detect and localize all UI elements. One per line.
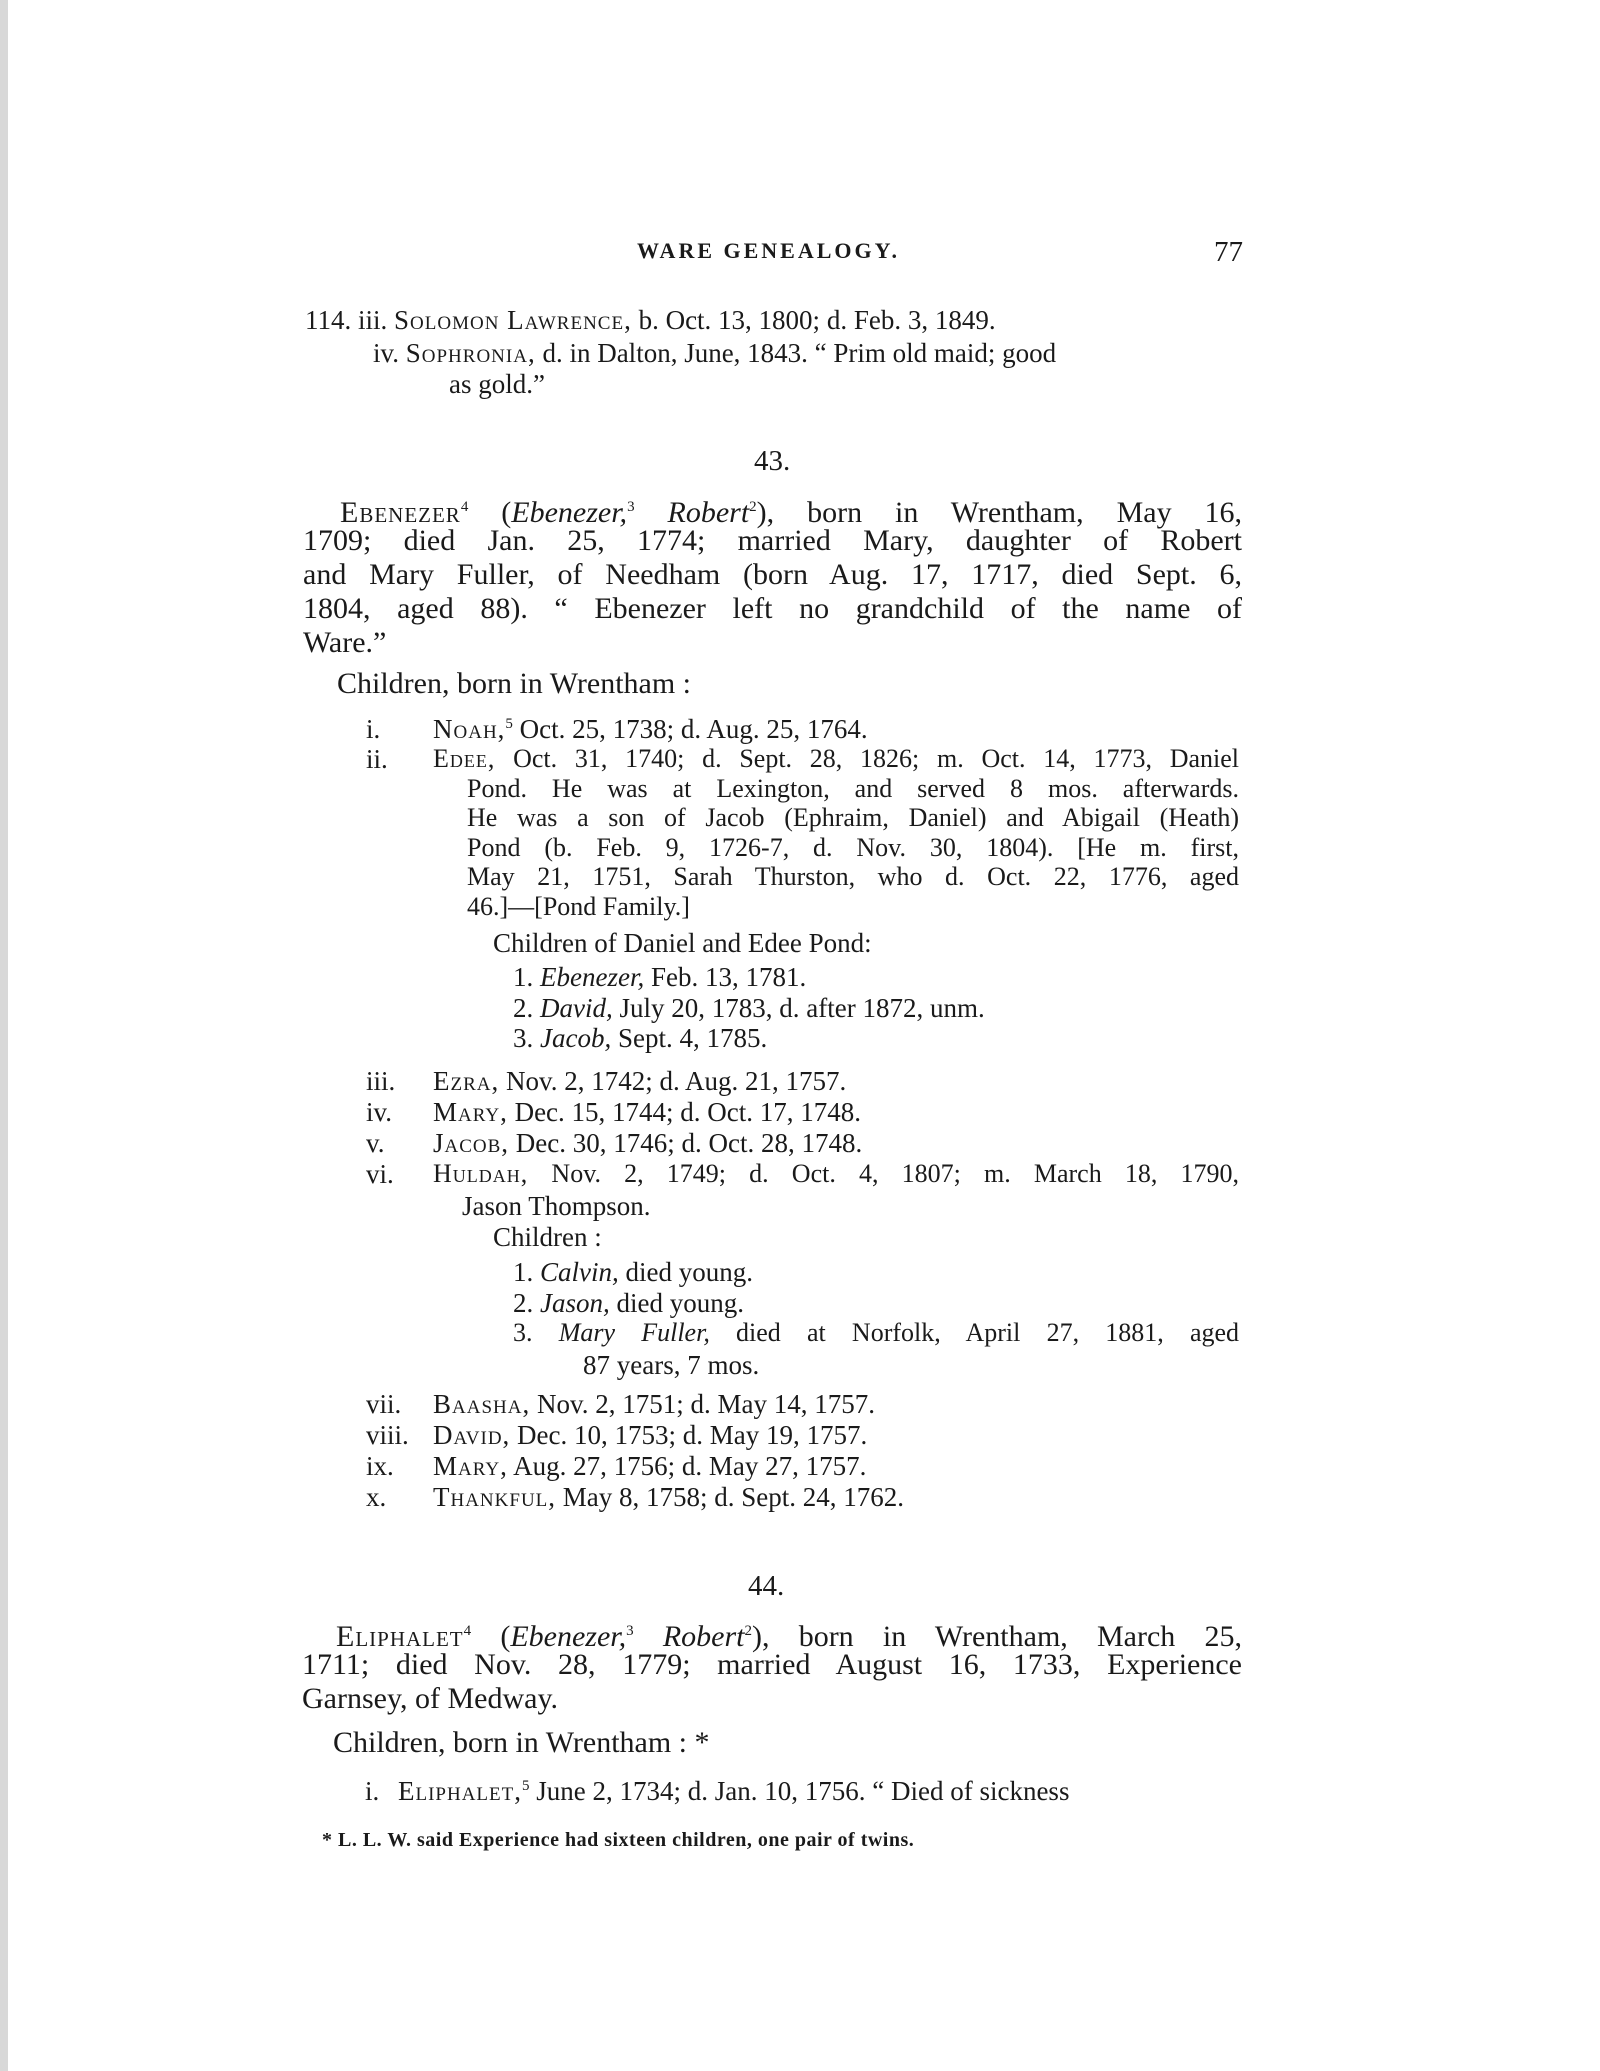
child-ii-line3: He was a son of Jacob (Ephraim, Daniel) and Abigail (Heath) — [467, 803, 1239, 832]
page-left-border — [0, 0, 8, 2071]
entry-iv-sophronia: iv. Sophronia, d. in Dalton, June, 1843. “ Prim old maid; good — [373, 338, 1057, 368]
child-vi-entry — [433, 1159, 1239, 1189]
child-ii-line1: Edee, Oct. 31, 1740; d. Sept. 28, 1826; m. Oct. 14, 1773, Daniel — [433, 744, 1239, 773]
child-vi-sub3-cont: 87 years, 7 mos. — [583, 1350, 760, 1380]
child-ii-line2: Pond. He was at Lexington, and served 8 mos. afterwards. — [467, 773, 1239, 803]
section43-line2: 1709; died Jan. 25, 1774; married Mary, daughter of Robert — [303, 524, 1242, 557]
child-iv-entry: Mary, Dec. 15, 1744; d. Oct. 17, 1748. — [433, 1097, 862, 1127]
child-ii-line6: 46.]—[Pond Family.] — [467, 891, 690, 921]
page-number: 77 — [1214, 236, 1243, 268]
section44-line2: 1711; died Nov. 28, 1779; married August 16, 1733, Experience — [302, 1648, 1242, 1681]
child-ix-entry: Mary, Aug. 27, 1756; d. May 27, 1757. — [433, 1451, 867, 1481]
child-viii-number: viii. — [366, 1420, 409, 1450]
section44-line1: Eliphalet$^4$ (Ebenezer,$^3$ Robert$^2$), born in Wrentham, March 25, — [336, 1620, 1242, 1653]
child-ii-sub3: 3. Jacob, Sept. 4, 1785. — [513, 1023, 768, 1053]
child-ii-sub1: 1. Ebenezer, Feb. 13, 1781. — [513, 962, 807, 992]
child-v-number: v. — [366, 1128, 385, 1158]
section44-child-i-entry: Eliphalet,$^5$ June 2, 1734; d. Jan. 10, 1756. “ Died of sickness — [398, 1776, 1070, 1806]
child-vi-sub-heading: Children : — [493, 1222, 602, 1252]
child-v-entry: Jacob, Dec. 30, 1746; d. Oct. 28, 1748. — [433, 1128, 863, 1158]
section44-children-heading: Children, born in Wrentham : * — [333, 1726, 710, 1759]
child-x-number: x. — [366, 1482, 387, 1512]
child-ix-number: ix. — [366, 1451, 394, 1481]
child-vi-line1: Huldah, Nov. 2, 1749; d. Oct. 4, 1807; m. March 18, 1790, — [433, 1159, 1239, 1188]
child-ii-line5: May 21, 1751, Sarah Thurston, who d. Oct. 22, 1776, aged — [467, 862, 1239, 891]
child-vi-sub2: 2. Jason, died young. — [513, 1288, 744, 1318]
entry-114-iii: 114. iii. Solomon Lawrence, b. Oct. 13, 1800; d. Feb. 3, 1849. — [305, 305, 996, 335]
child-vi-line2: Jason Thompson. — [462, 1191, 651, 1221]
child-ii-body — [467, 774, 1239, 922]
child-i-entry: Noah,$^5$ Oct. 25, 1738; d. Aug. 25, 1764. — [433, 714, 868, 744]
section43-line1: Ebenezer$^4$ (Ebenezer,$^3$ Robert$^2$), born in Wrentham, May 16, — [340, 496, 1243, 529]
footnote: * L. L. W. said Experience had sixteen children, one pair of twins. — [322, 1829, 915, 1851]
child-viii-entry: David, Dec. 10, 1753; d. May 19, 1757. — [433, 1420, 868, 1450]
child-iii-number: iii. — [366, 1066, 396, 1096]
section-number-44: 44. — [748, 1570, 785, 1602]
child-vii-entry: Baasha, Nov. 2, 1751; d. May 14, 1757. — [433, 1389, 875, 1419]
child-ii-sub-heading: Children of Daniel and Edee Pond: — [493, 928, 872, 958]
section-number-43: 43. — [754, 445, 791, 477]
child-vi-sub3: 3. Mary Fuller, died at Norfolk, April 27, 1881, aged — [513, 1318, 1240, 1347]
child-vi-sub1: 1. Calvin, died young. — [513, 1257, 753, 1287]
child-ii-number: ii. — [366, 744, 388, 774]
child-ii-line4: Pond (b. Feb. 9, 1726-7, d. Nov. 30, 1804). [He m. first, — [467, 832, 1239, 862]
section43-paragraph — [340, 490, 1243, 529]
section44-paragraph — [336, 1614, 1242, 1653]
child-iii-entry: Ezra, Nov. 2, 1742; d. Aug. 21, 1757. — [433, 1066, 847, 1096]
entry-iv-continuation: as gold.” — [449, 369, 545, 399]
child-iv-number: iv. — [366, 1097, 392, 1127]
running-header: WARE GENEALOGY. — [637, 238, 901, 263]
child-x-entry: Thankful, May 8, 1758; d. Sept. 24, 1762. — [433, 1482, 905, 1512]
child-i-number: i. — [366, 714, 381, 744]
child-vi-number: vi. — [366, 1159, 394, 1189]
section44-line3: Garnsey, of Medway. — [302, 1682, 559, 1715]
child-vii-number: vii. — [366, 1389, 402, 1419]
child-ii-entry — [433, 744, 1239, 774]
section44-body — [302, 1648, 1242, 1716]
section43-line5: Ware.” — [303, 626, 387, 659]
section43-children-heading: Children, born in Wrentham : — [337, 667, 692, 700]
section43-line3: and Mary Fuller, of Needham (born Aug. 17, 1717, died Sept. 6, — [303, 558, 1242, 591]
child-ii-sub2: 2. David, July 20, 1783, d. after 1872, unm. — [513, 993, 985, 1023]
section44-child-i-number: i. — [365, 1776, 380, 1806]
section43-line4: 1804, aged 88). “ Ebenezer left no grandchild of the name of — [303, 592, 1242, 625]
section43-body — [303, 524, 1242, 660]
